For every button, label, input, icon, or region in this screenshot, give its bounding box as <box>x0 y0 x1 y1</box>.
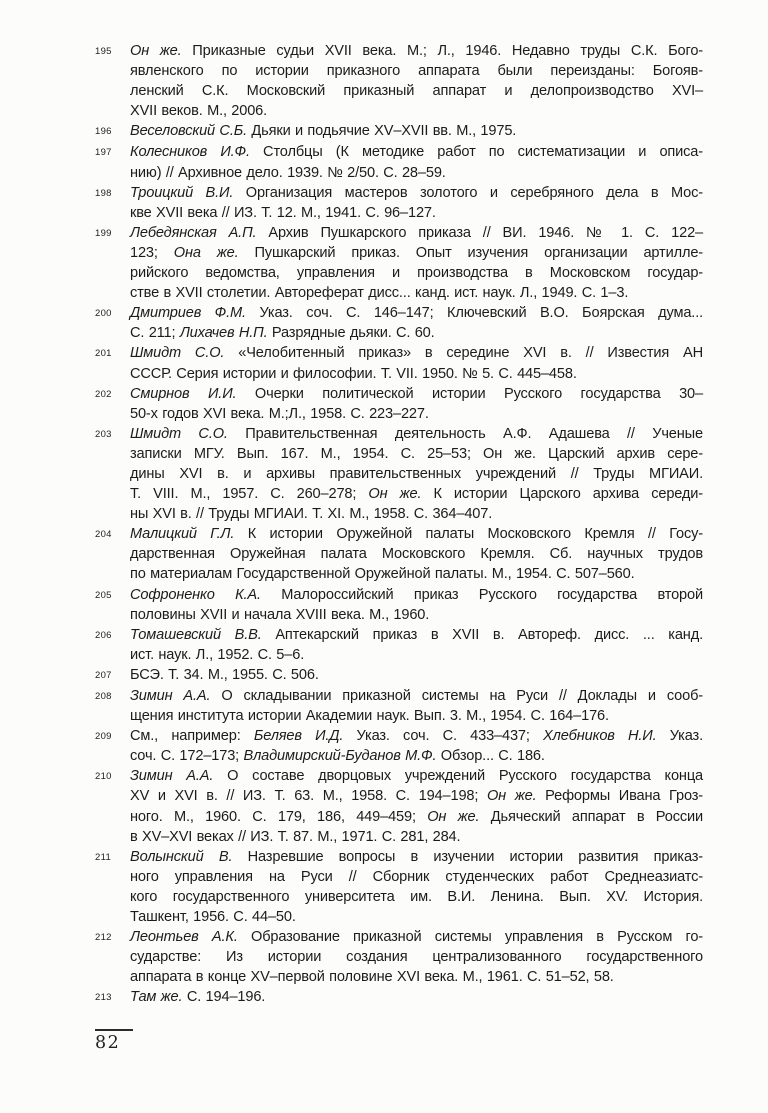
note-text: Обзор... С. 186. <box>436 748 545 765</box>
footnote-line <box>130 263 703 283</box>
note-text: ист. наук. Л., 1952. С. 5–6. <box>130 646 305 663</box>
footnote-line <box>130 585 703 605</box>
footnote-line <box>130 887 703 907</box>
author-name-italic: Лебедянская А.П. <box>130 224 257 241</box>
note-text: С. 194–196. <box>182 989 266 1006</box>
footnote <box>95 585 703 625</box>
footnote-number: 213 <box>95 992 112 1004</box>
author-name-italic: Малицкий Г.Л. <box>130 526 235 543</box>
footnote-line <box>130 121 703 141</box>
page-number-rule <box>95 1029 133 1031</box>
footnote-line <box>130 524 703 544</box>
footnote <box>95 223 703 303</box>
footnote-number: 210 <box>95 771 112 783</box>
note-text: Указ. соч. С. 433–437; <box>343 728 544 745</box>
footnote <box>95 303 703 343</box>
note-text: Архив Пушкарского приказа // ВИ. 1946. № 1. С. 122– <box>256 224 703 241</box>
footnote-line <box>130 504 703 524</box>
author-name-italic: Он же. <box>130 43 182 59</box>
footnote-line <box>130 686 703 706</box>
note-text: «Челобитенный приказ» в середине XVI в. // Известия АН <box>224 345 703 362</box>
note-text: половины XVII и начала XVIII века. М., 1960. <box>130 606 430 623</box>
author-name-italic: Леонтьев А.К. <box>130 929 238 946</box>
footnote-body <box>130 384 703 424</box>
page-number: 82 <box>95 1033 121 1053</box>
footnote-line <box>130 163 703 183</box>
footnote-line <box>130 323 703 343</box>
footnote-line <box>130 726 703 746</box>
note-text: нию) // Архивное дело. 1939. № 2/50. С. 28–59. <box>130 164 446 181</box>
footnote-body <box>130 927 703 987</box>
footnote-number: 200 <box>95 308 112 320</box>
footnote-line <box>130 564 703 584</box>
footnote-line <box>130 766 703 786</box>
footnote-body <box>130 303 703 343</box>
author-name-italic: Лихачев Н.П. <box>179 325 268 342</box>
footnote-line <box>130 746 703 766</box>
footnote-body <box>130 766 703 846</box>
footnote-line <box>130 967 703 987</box>
footnote-number: 206 <box>95 629 112 641</box>
footnote-line <box>130 283 703 303</box>
footnote-number: 207 <box>95 669 112 681</box>
note-text: щения института истории Академии наук. Вып. 3. М., 1954. С. 164–176. <box>130 708 609 725</box>
note-text: Разрядные дьяки. С. 60. <box>267 325 435 342</box>
author-name-italic: Шмидт С.О. <box>130 425 228 442</box>
footnote-line <box>130 404 703 424</box>
footnote-number: 195 <box>95 46 112 57</box>
footnote-line <box>130 424 703 444</box>
note-text: ны XVI в. // Труды МГИАИ. Т. XI. М., 1958. С. 364–407. <box>130 506 493 523</box>
footnote-line <box>130 484 703 504</box>
note-text: XV и XVI в. // ИЗ. Т. 63. М., 1958. С. 194–198; <box>130 788 487 805</box>
note-text: явленского по истории приказного аппарата были переизданы: Богояв- <box>130 63 703 80</box>
footnote-line <box>130 847 703 867</box>
footnote-line <box>130 947 703 967</box>
footnote-body <box>130 585 703 625</box>
footnote <box>95 142 703 182</box>
footnote <box>95 766 703 846</box>
note-text: кого государственного университета им. В.И. Ленина. Вып. XV. История. <box>130 888 703 905</box>
note-text: Пушкарский приказ. Опыт изучения организации артилле- <box>238 244 703 261</box>
footnote-line <box>130 41 703 61</box>
note-text: дины XVI в. и архивы правительственных учреждений // Труды МГИАИ. <box>130 465 703 482</box>
note-text: аппарата в конце XV–первой половине XVI века. М., 1961. С. 51–52, 58. <box>130 969 614 986</box>
author-name-italic: Там же. <box>130 989 183 1006</box>
note-text: соч. С. 172–173; <box>130 748 244 765</box>
footnote-line <box>130 665 703 685</box>
footnote <box>95 343 703 383</box>
note-text: кве XVII века // ИЗ. Т. 12. М., 1941. С. 96–127. <box>130 204 436 221</box>
note-text: Ташкент, 1956. С. 44–50. <box>130 909 296 926</box>
footnote-body <box>130 847 703 927</box>
footnote-number: 197 <box>95 147 112 159</box>
note-text: С. 211; <box>130 325 180 342</box>
footnote-line <box>130 464 703 484</box>
author-name-italic: Он же. <box>368 486 422 503</box>
author-name-italic: Он же. <box>427 808 480 825</box>
footnote-number: 199 <box>95 227 112 239</box>
author-name-italic: Софроненко К.А. <box>130 586 261 603</box>
note-text: Приказные судьи XVII века. М.; Л., 1946. Недавно труды С.К. Бого- <box>181 43 704 59</box>
footnote-line <box>130 364 703 384</box>
footnote <box>95 524 703 584</box>
note-text: дарственная Оружейная палата Московского Кремля. Сб. научных трудов <box>130 546 703 563</box>
footnote <box>95 665 703 686</box>
note-text: О составе дворцовых учреждений Русского государства конца <box>213 768 703 785</box>
note-text: Дьяки и подьячие XV–XVII вв. М., 1975. <box>246 123 517 140</box>
footnote-number: 205 <box>95 589 112 601</box>
footnote-line <box>130 223 703 243</box>
author-name-italic: Зимин А.А. <box>130 688 211 704</box>
note-text: См., например: <box>130 728 254 745</box>
footnote-number: 212 <box>95 932 112 944</box>
footnote-line <box>130 343 703 363</box>
footnote-line <box>130 987 703 1007</box>
note-text: в XV–XVI веках // ИЗ. Т. 87. М., 1971. С. 281, 284. <box>130 828 461 845</box>
footnote-body <box>130 183 703 223</box>
note-text: К истории Оружейной палаты Московского Кремля // Госу- <box>234 526 703 543</box>
footnote-line <box>130 544 703 564</box>
footnote-number: 208 <box>95 691 112 702</box>
footnotes-list <box>95 41 703 1009</box>
footnote-body <box>130 726 703 766</box>
footnote-body <box>130 686 703 726</box>
note-text: записки МГУ. Вып. 167. М., 1954. С. 25–53; Он же. Царский архив сере- <box>130 445 703 462</box>
footnote-line <box>130 605 703 625</box>
footnote-line <box>130 101 703 121</box>
note-text: рийского ведомства, управления и производства в Московском государ- <box>130 265 703 282</box>
note-text: ного управления на Руси // Сборник студенческих работ Среднеазиатс- <box>130 868 703 885</box>
note-text: Назревшие вопросы в изучении истории развития приказ- <box>232 848 704 865</box>
author-name-italic: Владимирский-Буданов М.Ф. <box>243 748 437 765</box>
author-name-italic: Троицкий В.И. <box>130 184 234 201</box>
note-text: Указ. соч. С. 146–147; Ключевский В.О. Боярская дума... <box>245 305 704 322</box>
note-text: 123; <box>130 244 174 261</box>
note-text: О складывании приказной системы на Руси // Доклады и сооб- <box>210 688 703 704</box>
note-text: Организация мастеров золотого и серебряного дела в Мос- <box>233 184 703 201</box>
footnote-number: 198 <box>95 187 112 199</box>
footnote-line <box>130 706 703 726</box>
note-text: Аптекарский приказ в XVII в. Автореф. дисс. ... канд. <box>261 626 703 643</box>
footnote <box>95 847 703 927</box>
footnote-line <box>130 243 703 263</box>
footnote-number: 209 <box>95 731 112 743</box>
footnote-line <box>130 444 703 464</box>
note-text: Образование приказной системы управления в Русском го- <box>237 929 703 946</box>
note-text: 50-х годов XVI века. М.;Л., 1958. С. 223–227. <box>130 405 429 422</box>
footnote-number: 201 <box>95 348 112 360</box>
footnote-body <box>130 424 703 524</box>
footnote <box>95 987 703 1008</box>
footnote-body <box>130 625 703 665</box>
footnote-line <box>130 827 703 847</box>
footnote-body <box>130 223 703 303</box>
author-name-italic: Волынский В. <box>130 848 233 865</box>
footnote <box>95 121 703 142</box>
footnote-line <box>130 203 703 223</box>
footnote-body <box>130 343 703 383</box>
note-text: Реформы Ивана Гроз- <box>536 788 703 805</box>
footnote-line <box>130 907 703 927</box>
footnote <box>95 424 703 524</box>
note-text: Правительственная деятельность А.Ф. Адашева // Ученые <box>227 425 703 442</box>
note-text: сударстве: Из истории создания централизованного государственного <box>130 949 703 966</box>
footnote-body <box>130 41 703 121</box>
note-text: Указ. <box>656 728 703 745</box>
note-text: ного. М., 1960. С. 179, 186, 449–459; <box>130 808 428 825</box>
footnote-number: 196 <box>95 126 112 138</box>
note-text: по материалам Государственной Оружейной палаты. М., 1954. С. 507–560. <box>130 566 635 583</box>
note-text: Столбцы (К методике работ по систематизации и описа- <box>249 144 703 161</box>
footnote-number: 202 <box>95 388 112 400</box>
footnote-body <box>130 987 703 1007</box>
note-text: Малороссийский приказ Русского государства второй <box>260 586 703 603</box>
author-name-italic: Веселовский С.Б. <box>130 123 247 140</box>
footnote-body <box>130 665 703 685</box>
author-name-italic: Он же. <box>486 788 537 805</box>
footnote <box>95 625 703 665</box>
footnote <box>95 384 703 424</box>
footnote-line <box>130 645 703 665</box>
author-name-italic: Беляев И.Д. <box>253 728 344 745</box>
author-name-italic: Колесников И.Ф. <box>130 144 250 161</box>
footnote-line <box>130 142 703 162</box>
note-text: БСЭ. Т. 34. М., 1955. С. 506. <box>130 666 319 683</box>
footnote-line <box>130 625 703 645</box>
note-text: стве в XVII столетии. Автореферат дисс... канд. ист. наук. Л., 1949. С. 1–3. <box>130 285 629 302</box>
footnote-body <box>130 142 703 182</box>
footnote <box>95 686 703 726</box>
note-text: Очерки политической истории Русского государства 30– <box>236 385 703 402</box>
footnote-number: 204 <box>95 529 112 541</box>
author-name-italic: Смирнов И.И. <box>130 385 237 402</box>
footnote-line <box>130 81 703 101</box>
author-name-italic: Хлебников Н.И. <box>543 728 657 745</box>
footnote-line <box>130 183 703 203</box>
note-text: СССР. Серия истории и философии. Т. VII. 1950. № 5. С. 445–458. <box>130 365 577 382</box>
note-text: Дьяческий аппарат в России <box>479 808 703 825</box>
author-name-italic: Томашевский В.В. <box>130 626 262 643</box>
footnote-number: 203 <box>95 428 112 440</box>
footnote <box>95 726 703 766</box>
footnote-line <box>130 303 703 323</box>
note-text: К истории Царского архива середи- <box>421 486 704 503</box>
footnote-body <box>130 524 703 584</box>
footnote-body <box>130 121 703 141</box>
footnote <box>95 41 703 121</box>
author-name-italic: Она же. <box>173 244 239 261</box>
footnote <box>95 183 703 223</box>
footnote-line <box>130 384 703 404</box>
author-name-italic: Зимин А.А. <box>130 768 214 785</box>
footnote-number: 211 <box>95 851 112 863</box>
note-text: XVII веков. М., 2006. <box>130 103 268 120</box>
footnote-line <box>130 61 703 81</box>
footnote-line <box>130 807 703 827</box>
footnote-line <box>130 867 703 887</box>
note-text: Т. VIII. М., 1957. С. 260–278; <box>130 486 369 503</box>
author-name-italic: Шмидт С.О. <box>130 345 225 362</box>
footnote-line <box>130 786 703 806</box>
footnote-line <box>130 927 703 947</box>
author-name-italic: Дмитриев Ф.М. <box>130 305 246 322</box>
note-text: ленский С.К. Московский приказный аппарат и делопроизводство XVI– <box>130 83 703 100</box>
footnote <box>95 927 703 987</box>
